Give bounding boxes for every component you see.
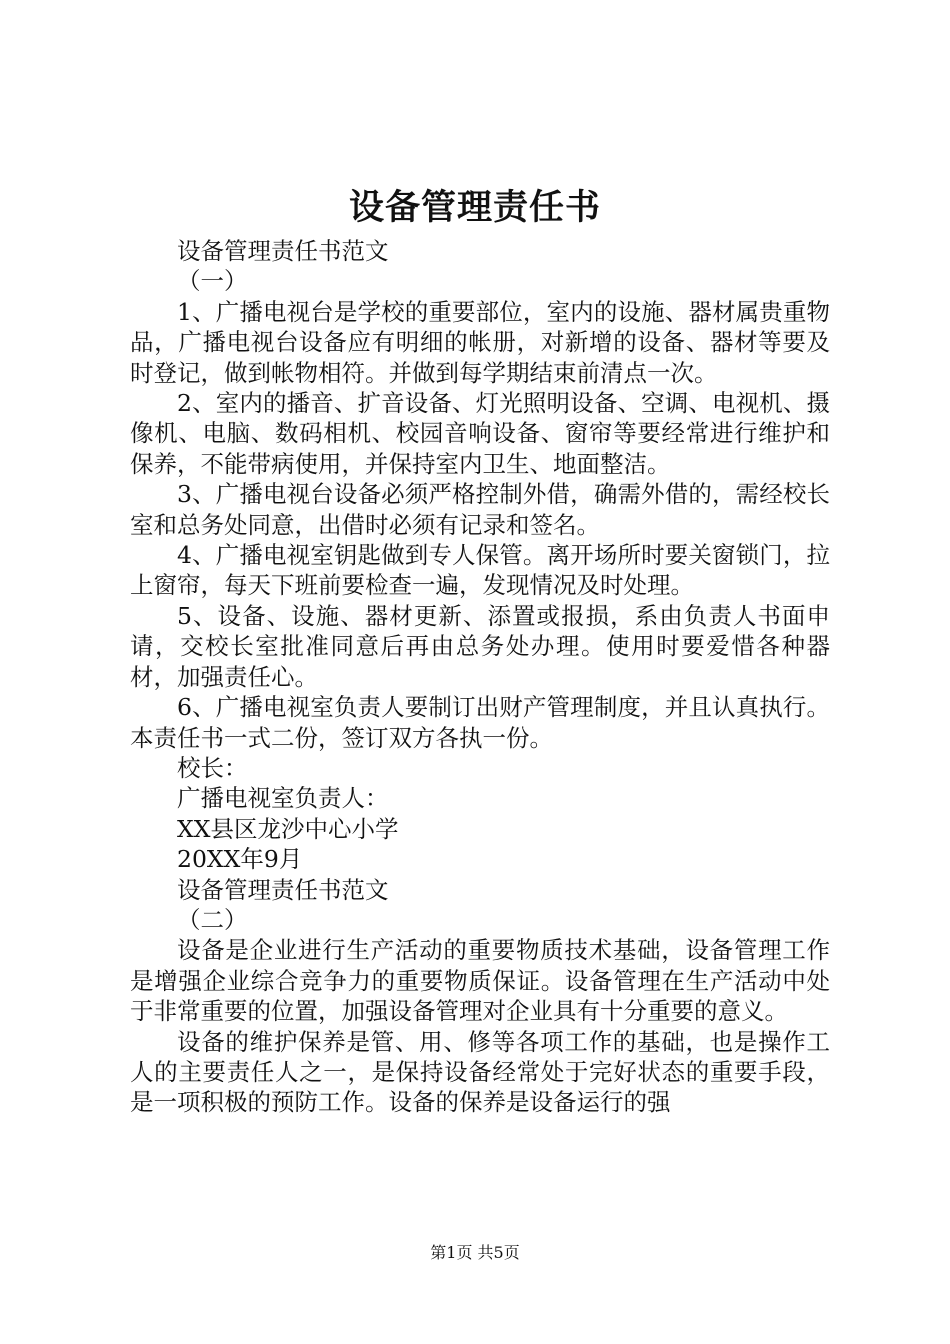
signature-line-responsible: 广播电视室负责人： [177, 784, 389, 813]
paragraph: 1、广播电视台是学校的重要部位，室内的设施、器材属贵重物品，广播电视台设备应有明细的帐册，对新增的设备、器材等要及时登记，做到帐物相符。并做到每学期结束前清点一次。 [130, 297, 830, 387]
paragraph: 2、室内的播音、扩音设备、灯光照明设备、空调、电视机、摄像机、电脑、数码相机、校园音响设备、窗帘等要经常进行维护和保养，不能带病使用，并保持室内卫生、地面整洁。 [130, 389, 830, 478]
section-heading: 设备管理责任书范文 [177, 875, 389, 904]
section-number: （二） [177, 905, 248, 934]
document-title: 设备管理责任书 [348, 187, 601, 228]
paragraph: 4、广播电视室钥匙做到专人保管。离开场所时要关窗锁门，拉上窗帘，每天下班前要检查一遍，发现情况及时处理。 [130, 541, 830, 600]
school-name: XX县区龙沙中心小学 [177, 814, 399, 843]
paragraph: 设备是企业进行生产活动的重要物质技术基础，设备管理工作是增强企业综合竞争力的重要物质保证。设备管理在生产活动中处于非常重要的位置，加强设备管理对企业具有十分重要的意义。 [130, 936, 830, 1026]
document-body [130, 236, 830, 1118]
section-heading: 设备管理责任书范文 [177, 237, 389, 265]
paragraph: 设备的维护保养是管、用、修等各项工作的基础，也是操作工人的主要责任人之一，是保持设备经常处于完好状态的重要手段，是一项积极的预防工作。设备的保养是设备运行的强 [130, 1027, 830, 1117]
signature-line-principal: 校长： [177, 753, 248, 782]
paragraph: 3、广播电视台设备必须严格控制外借，确需外借的，需经校长室和总务处同意，出借时必须有记录和签名。 [130, 480, 830, 539]
document-date: 20XX年9月 [177, 845, 303, 874]
section-number: （一） [177, 267, 248, 296]
paragraph: 5、设备、设施、器材更新、添置或报损，系由负责人书面申请，交校长室批准同意后再由总务处办理。使用时要爱惜各种器材，加强责任心。 [130, 601, 830, 691]
paragraph: 6、广播电视室负责人要制订出财产管理制度，并且认真执行。本责任书一式二份，签订双方各执一份。 [130, 693, 830, 752]
page-footer: 第1页 共5页 [430, 1243, 520, 1262]
